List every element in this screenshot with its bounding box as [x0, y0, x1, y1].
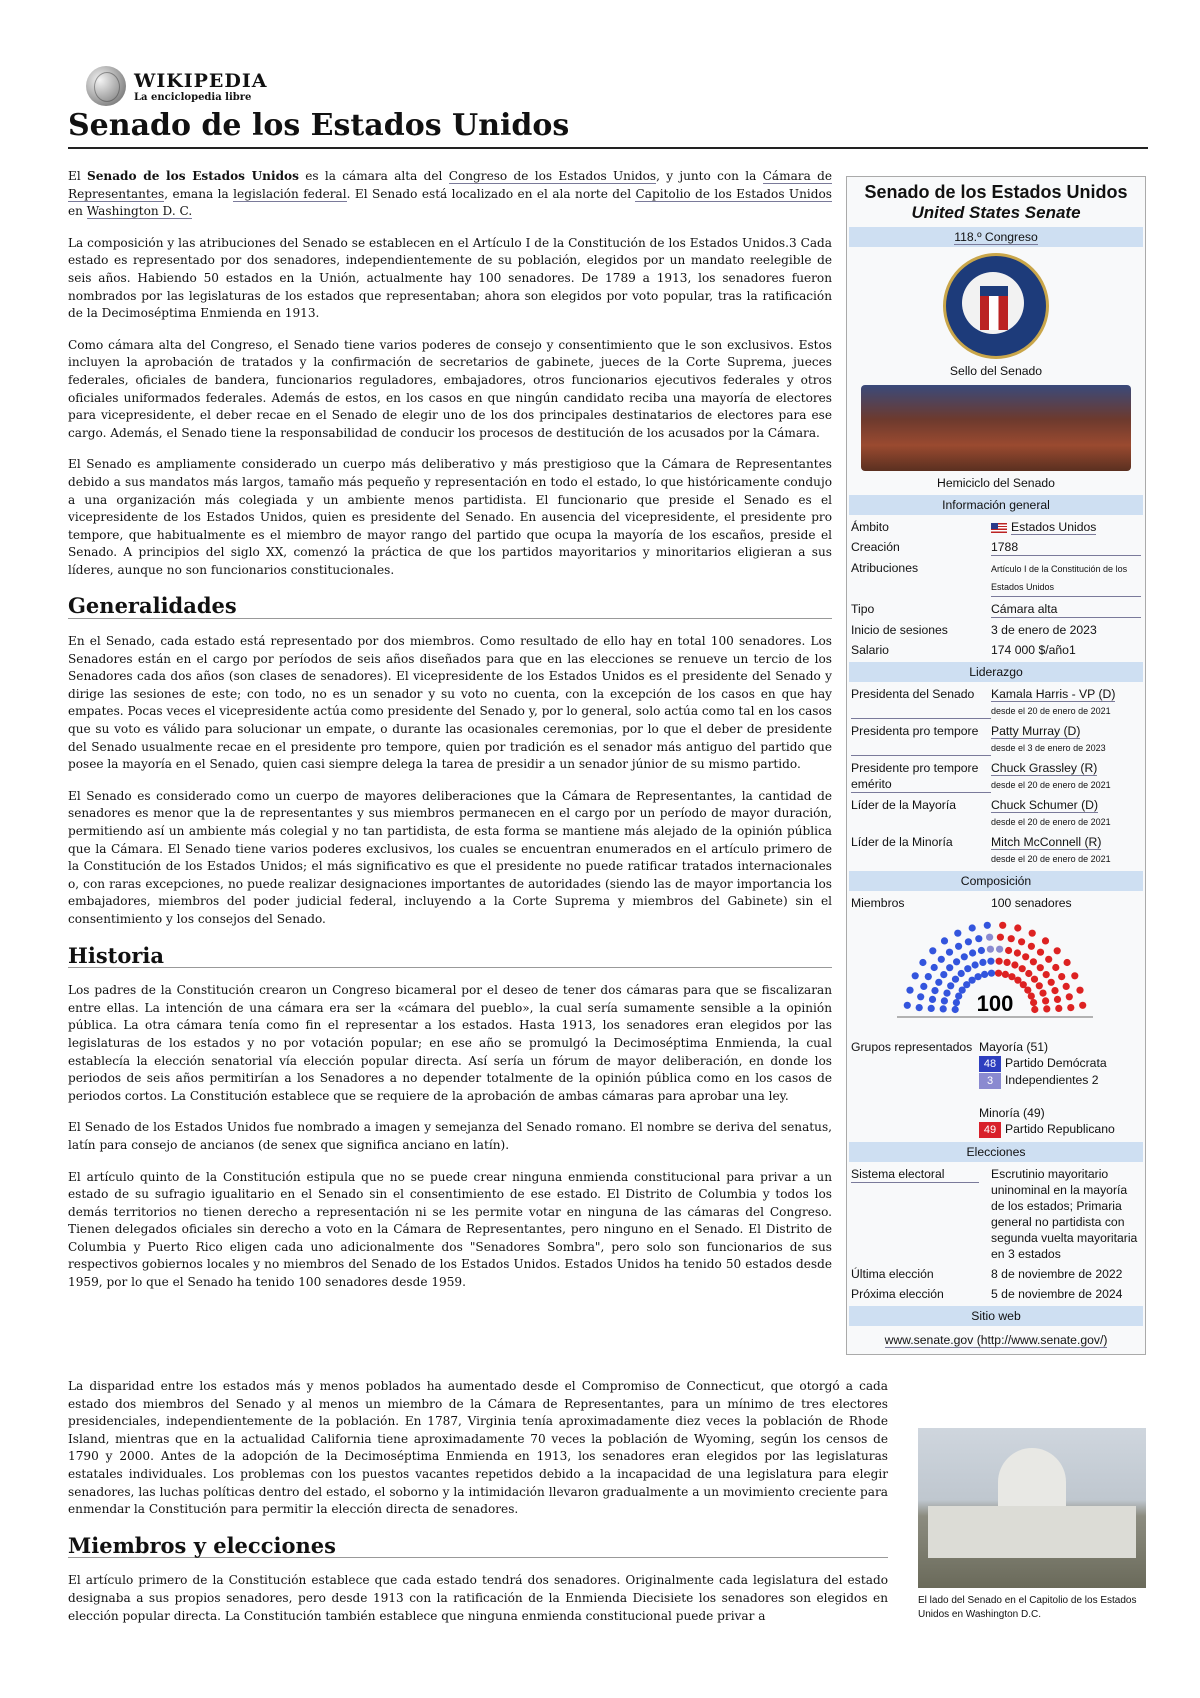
generalidades-paragraph-1: En el Senado, cada estado está representado por dos miembros. Como resultado de ello hay en total 100 senadores. Los Senadores están en el cargo por períodos de seis años diseñados para que en las elecciones se renueve un tercio de los Senadores cada dos años (son clases de senadores). El vicepresidente de los Estados Unidos es el presidente del Senado y dirige las sesiones de este; con todo, no es un senador y su voto no cuenta, con la excepción de los casos en que hay empates. Pocas veces el vicepresidente actúa como presidente del Senado y, por lo general, solo actúa como tal en los casos que su voto es válido para solucionar un empate, o durante las ocasionales ceremonias, por lo que el deber de presidente del Senado usualmente recae en el presidente pro tempore, quien por tradición es el senador más antiguo del partido que posee la mayoría en el Senado, quien casi siempre delega la tarea de presidir a un senador júnior de su mismo partido. [68, 634, 832, 772]
seat-dot [946, 949, 953, 956]
miembros-paragraph-1: El artículo primero de la Constitución establece que cada estado tendrá dos senadores. Originalmente cada legislatura del estado designaba a sus propios senadores, pero desde 1913 con la ratificación de la Enmienda Diecisiete los senadores son elegidos en elección popular directa. La Constitución también establece que ninguna enmienda constitucional puede privar a [68, 1573, 888, 1623]
seat-dot [935, 979, 942, 986]
link-congreso[interactable]: Congreso de los Estados Unidos [448, 169, 657, 183]
seat-dot [1039, 990, 1046, 997]
seat-dot [931, 964, 938, 971]
seat-dot [1054, 947, 1061, 954]
seal-caption: Sello del Senado [949, 364, 1043, 378]
election-row-system: Sistema electoral Escrutinio mayoritario uninominal en la mayoría de los estados; Primaria general no partidista con segunda vuelta mayoritaria en 3 estados [851, 1167, 1138, 1261]
seat-dot [941, 937, 948, 944]
seat-dot [1058, 973, 1065, 980]
chamber-caption: Hemiciclo del Senado [937, 476, 1055, 490]
info-row-inicio: Inicio de sesiones 3 de enero de 2023 [851, 623, 1097, 637]
seat-dot [969, 949, 976, 956]
seat-dot [999, 922, 1006, 929]
link-legislacion-federal[interactable]: legislación federal [233, 186, 347, 201]
seat-dot [1024, 987, 1031, 994]
infobox-title: Senado de los Estados Unidos [864, 182, 1128, 202]
seat-dot [1051, 987, 1058, 994]
seat-dot [1043, 1005, 1050, 1012]
minority-label: Minoría (49) [979, 1106, 1045, 1120]
seat-dot [1031, 976, 1038, 983]
leader-row-pro-tempore: Presidenta pro tempore Patty Murray (D) desde el 3 de enero de 2023 [847, 721, 1145, 758]
seat-dot [1037, 949, 1044, 956]
leader-row-mayoria: Líder de la Mayoría Chuck Schumer (D) desde el 20 de enero de 2021 [851, 798, 1111, 827]
seat-dot [1076, 987, 1083, 994]
page-title: Senado de los Estados Unidos [68, 108, 1148, 149]
infobox-subtitle: United States Senate [911, 203, 1081, 222]
seat-dot [1008, 935, 1015, 942]
leader-row-emerito: Presidente pro tempore emérito Chuck Grassley (R) desde el 20 de enero de 2021 [851, 761, 1111, 791]
seat-dot [958, 970, 965, 977]
seat-dot [1037, 964, 1044, 971]
election-row-next: Próxima elección 5 de noviembre de 2024 [851, 1287, 1123, 1301]
seat-dot [1048, 979, 1055, 986]
link-camara-representantes[interactable]: Cámara de Representantes [68, 169, 832, 201]
historia-paragraph-3: El artículo quinto de la Constitución estipula que no se puede crear ninguna enmienda constitucional para privar a un estado de su sufragio igualitario en el Senado sin el consentimiento de ese estado. El Distrito de Columbia y todos los demás territorios no tienen derecho a representación ni se les permite votar en ninguna de las cámaras del Congreso. Tienen delegados oficiales sin derecho a voto en la Cámara de Representantes, pero ninguno en el Senado. El Distrito de Columbia y Puerto Rico eligen cada uno adicionalmente dos "Senadores Sombra", pero solo son funcionarios de sus respectivos gobiernos locales y no miembros del Senado de los Estados Unidos. Estados Unidos ha tenido 50 estados desde 1959, por lo que el Senado ha tenido 100 senadores desde 1959. [68, 1169, 832, 1290]
seat-dot [912, 972, 919, 979]
seat-dot [972, 961, 979, 968]
republican-count: 49 [979, 1122, 1001, 1138]
seat-dot [1063, 983, 1070, 990]
seat-dot [916, 1004, 923, 1011]
leadership-header: Liderazgo [849, 662, 1143, 682]
seat-dot [955, 993, 962, 1000]
link-washington[interactable]: Washington D. C. [86, 204, 193, 219]
historia-paragraph-2: El Senado de los Estados Unidos fue nombrado a imagen y semejanza del Senado romano. El nombre se deriva del senatus, latín para consejo de ancianos (de senex que significa anciano en latín). [68, 1120, 832, 1152]
seat-dot [1008, 973, 1015, 980]
seat-dot [1028, 943, 1035, 950]
seat-dot [1028, 993, 1035, 1000]
info-row-tipo: Tipo Cámara alta [847, 599, 1145, 620]
seat-dot [929, 947, 936, 954]
info-row-creacion: Creación 1788 [847, 537, 1145, 558]
party-democrat[interactable]: 48 Partido Demócrata [979, 1056, 1107, 1070]
seat-dot [917, 993, 924, 1000]
seat-dot [1011, 961, 1018, 968]
seat-dot [961, 953, 968, 960]
seat-dot [1029, 930, 1036, 937]
seat-dot [988, 970, 995, 977]
seat-dot [995, 970, 1002, 977]
logo-wordmark: WIKIPEDIA [134, 69, 268, 92]
seat-dot [952, 976, 959, 983]
link-1788[interactable]: 1788 [991, 539, 1141, 556]
majority-label: Mayoría (51) [979, 1040, 1049, 1054]
link-camara-alta[interactable]: Cámara alta [991, 601, 1141, 618]
section-heading-historia: Historia [68, 947, 832, 969]
seat-dot [1055, 1005, 1062, 1012]
seat-dot [1031, 1006, 1038, 1013]
link-capitolio[interactable]: Capitolio de los Estados Unidos [635, 186, 833, 201]
link-articulo-i[interactable]: Artículo I de la Constitución de los Estados Unidos [991, 560, 1141, 597]
seat-dot [929, 996, 936, 1003]
seat-dot [975, 935, 982, 942]
lead-bold-term: Senado de los Estados Unidos [87, 169, 299, 183]
seat-total-label: 100 [976, 991, 1014, 1016]
seat-dot [1025, 970, 1032, 977]
seat-dot [996, 958, 1003, 965]
seat-dot [941, 997, 948, 1004]
generalidades-paragraph-2: El Senado es considerado como un cuerpo de mayores deliberaciones que la Cámara de Representantes, la cantidad de senadores es menor que la de representantes y sus miembros permanecen en el cargo por un período de mayor duración, permitiendo así un ambiente más colegial y no tan partidista, de esta forma se mantiene más alejado de la opinión pública que la Cámara. El Senado tiene varios poderes exclusivos, los cuales se encuentran enumerados en el artículo primero de la Constitución de los Estados Unidos; el más significativo es que el presidente no puede ratificar tratados internacionales o, con raras excepciones, no puede realizar designaciones importantes de autoridades (siendo las de mayor importancia los embajadores, miembros del poder judicial federal, incluyendo a la Corte Suprema y miembros del Gabinete) sin el consentimiento y los consejos del Senado. [68, 788, 832, 926]
leader-row-presidenta: Presidenta del Senado Kamala Harris - VP (D) desde el 20 de enero de 2021 [847, 684, 1145, 721]
info-row-ambito: Ámbito Estados Unidos [851, 520, 1097, 534]
logo-tagline: La enciclopedia libre [134, 91, 252, 103]
seat-dot [947, 982, 954, 989]
lead-paragraph-3: Como cámara alta del Congreso, el Senado tiene varios poderes de consejo y consentimiento que le son exclusivos. Estos incluyen la aprobación de tratados y la confirmación de secretarios de gabinete, jueces de la Corte Suprema, jueces federales, oficiales de bandera, funcionarios reguladores, embajadores, otros funcionarios ejecutivos federales y otros oficiales uniformados federales. Además de estos, en los casos en que ningún candidato reciba una mayoría de electores para vicepresidente, el deber recae en el Senado de elegir uno de los dos principales destinatarios de electores para ese cargo. Además, el Senado tiene la responsabilidad de conducir los procesos de destitución de los acusados por la Cámara. [68, 337, 832, 440]
election-row-last: Última elección 8 de noviembre de 2022 [851, 1267, 1123, 1281]
composition-header: Composición [849, 871, 1143, 891]
seat-dot [1005, 947, 1012, 954]
infobox [846, 176, 1146, 1355]
capitol-caption: El lado del Senado en el Capitolio de los Estados Unidos en Washington D.C. [918, 1595, 1137, 1620]
seat-dot [984, 922, 991, 929]
groups-row: Grupos representados Mayoría (51) 48 Partido Demócrata 3 Independientes 2 Minoría (49) 49 Partido Republicano [851, 1040, 1115, 1136]
seat-dot [919, 959, 926, 966]
seat-dot [1052, 964, 1059, 971]
seat-dot [996, 946, 1003, 953]
lead-paragraph-4: El Senado es ampliamente considerado un cuerpo más deliberativo y más prestigioso que la Cámara de Representantes debido a sus mandatos más largos, tamaño más pequeño y representación en todo el estado, lo que históricamente condujo a una organización más colegiada y un ambiente menos partidista. El funcionario que preside el Senado es el vicepresidente de los Estados Unidos, quien es presidente del Senado. En ausencia del vicepresidente, el presidente pro tempore, que habitualmente es el miembro de mayor rango del partido que ocupa la mayoría de los escaños, preside el Senado. A principios del siglo XX, comenzó la práctica de que los partidos mayoritarios y minoritarios eligieran a sus líderes, aunque no son funcionarios constitucionales. [68, 457, 832, 577]
info-row-atribuciones: Atribuciones Artículo I de la Constitución de los Estados Unidos [847, 558, 1145, 599]
seat-dot [940, 1005, 947, 1012]
seat-dot [925, 973, 932, 980]
seat-dot [978, 947, 985, 954]
seat-dot [997, 934, 1004, 941]
wikipedia-logo[interactable] [86, 66, 268, 106]
seat-dot [955, 943, 962, 950]
infobox-congress[interactable]: 118.º Congreso [849, 227, 1143, 247]
seat-dot [954, 930, 961, 937]
capitol-image[interactable] [918, 1428, 1146, 1588]
seat-dot [1064, 959, 1071, 966]
seat-dot [943, 990, 950, 997]
seat-dot [931, 987, 938, 994]
seat-dot [1014, 924, 1021, 931]
seat-dot [987, 958, 994, 965]
historia-paragraph-4: La disparidad entre los estados más y menos poblados ha aumentado desde el Compromiso de Connecticut, que otorgó a cada estado dos miembros del Senado y al menos un miembro de la Cámara de Representantes, para un mínimo de tres electores presidenciales, independientemente de la población. En 1787, Virginia tenía aproximadamente diez veces la población de Rhode Island, mientras que en la actualidad California tiene aproximadamente 70 veces la población de Wyoming, según los censos de 1790 y 2000. Antes de la adopción de la Decimoséptima Enmienda en 1913, los senadores eran elegidos por las legislaturas estatales individuales. Los problemas con los puestos vacantes repetidos debido a la incapacidad de una legislatura para elegir senadores, las luchas políticas dentro del estado, el soborno y la intimidación llevaron gradualmente a un movimiento creciente para enmendar la Constitución para permitir la elección directa de senadores. [68, 1379, 888, 1517]
lead-paragraph-2: La composición y las atribuciones del Senado se establecen en el Artículo I de la Constitución de los Estados Unidos.3 Cada estado es representado por dos senadores, independientemente de su población, elegidos por un mandato reelegible de seis años. Habiendo 50 estados en la Unión, actualmente hay 100 senadores. De 1789 a 1913, los senadores fueron nombrados por las legislaturas de los estados que representaban; ahora son elegidos por voto popular, tras la ratificación de la Decimoséptima Enmienda en 1913. [68, 235, 832, 321]
seat-dot [906, 987, 913, 994]
seat-dot [969, 924, 976, 931]
seat-dot [1043, 971, 1050, 978]
seat-dot [1066, 993, 1073, 1000]
leader-row-minoria: Líder de la Minoría Mitch McConnell (R) desde el 20 de enero de 2021 [851, 835, 1111, 864]
website-link[interactable]: www.senate.gov (http://www.senate.gov/) [884, 1333, 1108, 1347]
seat-dot [938, 956, 945, 963]
seat-dot [1045, 956, 1052, 963]
seat-dot [946, 964, 953, 971]
section-heading-miembros: Miembros y elecciones [68, 1537, 888, 1559]
senate-seal-icon[interactable] [943, 253, 1049, 359]
independent-count: 3 [979, 1073, 1001, 1089]
historia-paragraph-1: Los padres de la Constitución crearon un Congreso bicameral por el deseo de tener dos cámaras para que se fiscalizaran entre ellas. La intención de una cámara era ser la «cámara del pueblo», la cual sería sumamente sensible a la opinión pública. La otra cámara tenía como fin el representar a los estados. Hasta 1913, los senadores eran elegidos por las legislaturas de los estados y no por votación popular; en ese año se promulgó la Decimoséptima Enmienda, la cual establecía la elección senatorial vía elección popular directa. Así sería un fórum de mayor deliberación, en donde los periodos de seis años permitirían a los Senadores a no depender totalmente de la opinión pública como en los casos de periodos cortos. La Constitución establece que se requiere de la aprobación de ambas cámaras para aprobar una ley. [68, 983, 832, 1103]
seat-dot [1067, 1004, 1074, 1011]
seat-dot [1042, 997, 1049, 1004]
seat-dot [987, 946, 994, 953]
seat-dot [904, 1002, 911, 1009]
seat-chart[interactable] [847, 913, 1143, 1033]
seat-dot [964, 965, 971, 972]
democrat-count: 48 [979, 1056, 1001, 1072]
website-header: Sitio web [849, 1306, 1143, 1326]
wikipedia-globe-icon [86, 66, 126, 106]
article-body-wide [68, 1378, 888, 1639]
seat-dot [986, 934, 993, 941]
info-row-salario: Salario 174 000 $/año1 [851, 643, 1076, 657]
seat-dot [1002, 971, 1009, 978]
link-estados-unidos[interactable]: Estados Unidos [1011, 520, 1097, 534]
elections-header: Elecciones [849, 1142, 1143, 1162]
seat-dot [1036, 982, 1043, 989]
members-row: Miembros 100 senadores [851, 896, 1072, 910]
seat-dot [1054, 996, 1061, 1003]
seat-dot [969, 977, 976, 984]
seat-dot [1042, 937, 1049, 944]
seat-dot [1004, 959, 1011, 966]
section-heading-generalidades: Generalidades [68, 597, 832, 619]
article-body [68, 168, 832, 1306]
us-flag-icon [991, 523, 1007, 533]
seat-dot [953, 999, 960, 1006]
party-republican[interactable]: 49 Partido Republicano [979, 1122, 1115, 1136]
seat-dot [975, 973, 982, 980]
seat-dot [1019, 965, 1026, 972]
seat-dot [920, 983, 927, 990]
lead-paragraph-1: El Senado de los Estados Unidos es la cámara alta del Congreso de los Estados Unidos, y junto con la Cámara de Representantes, emana la legislación federal. El Senado está localizado en el ala norte del Capitolio de los Estados Unidos en Washington D. C. [68, 169, 833, 219]
seat-dot [981, 971, 988, 978]
seat-dot [940, 971, 947, 978]
seat-dot [979, 959, 986, 966]
general-info-header: Información general [849, 495, 1143, 515]
party-independent[interactable]: 3 Independientes 2 [979, 1073, 1099, 1087]
seat-dot [1079, 1002, 1086, 1009]
seat-dot [1022, 953, 1029, 960]
seat-dot [1018, 938, 1025, 945]
seat-dot [1030, 999, 1037, 1006]
senate-chamber-image[interactable] [861, 385, 1131, 471]
seat-dot [928, 1005, 935, 1012]
seat-dot [952, 1006, 959, 1013]
seat-dot [965, 938, 972, 945]
seat-dot [1030, 958, 1037, 965]
seat-dot [1014, 949, 1021, 956]
seat-dot [953, 958, 960, 965]
seat-dot [1071, 972, 1078, 979]
